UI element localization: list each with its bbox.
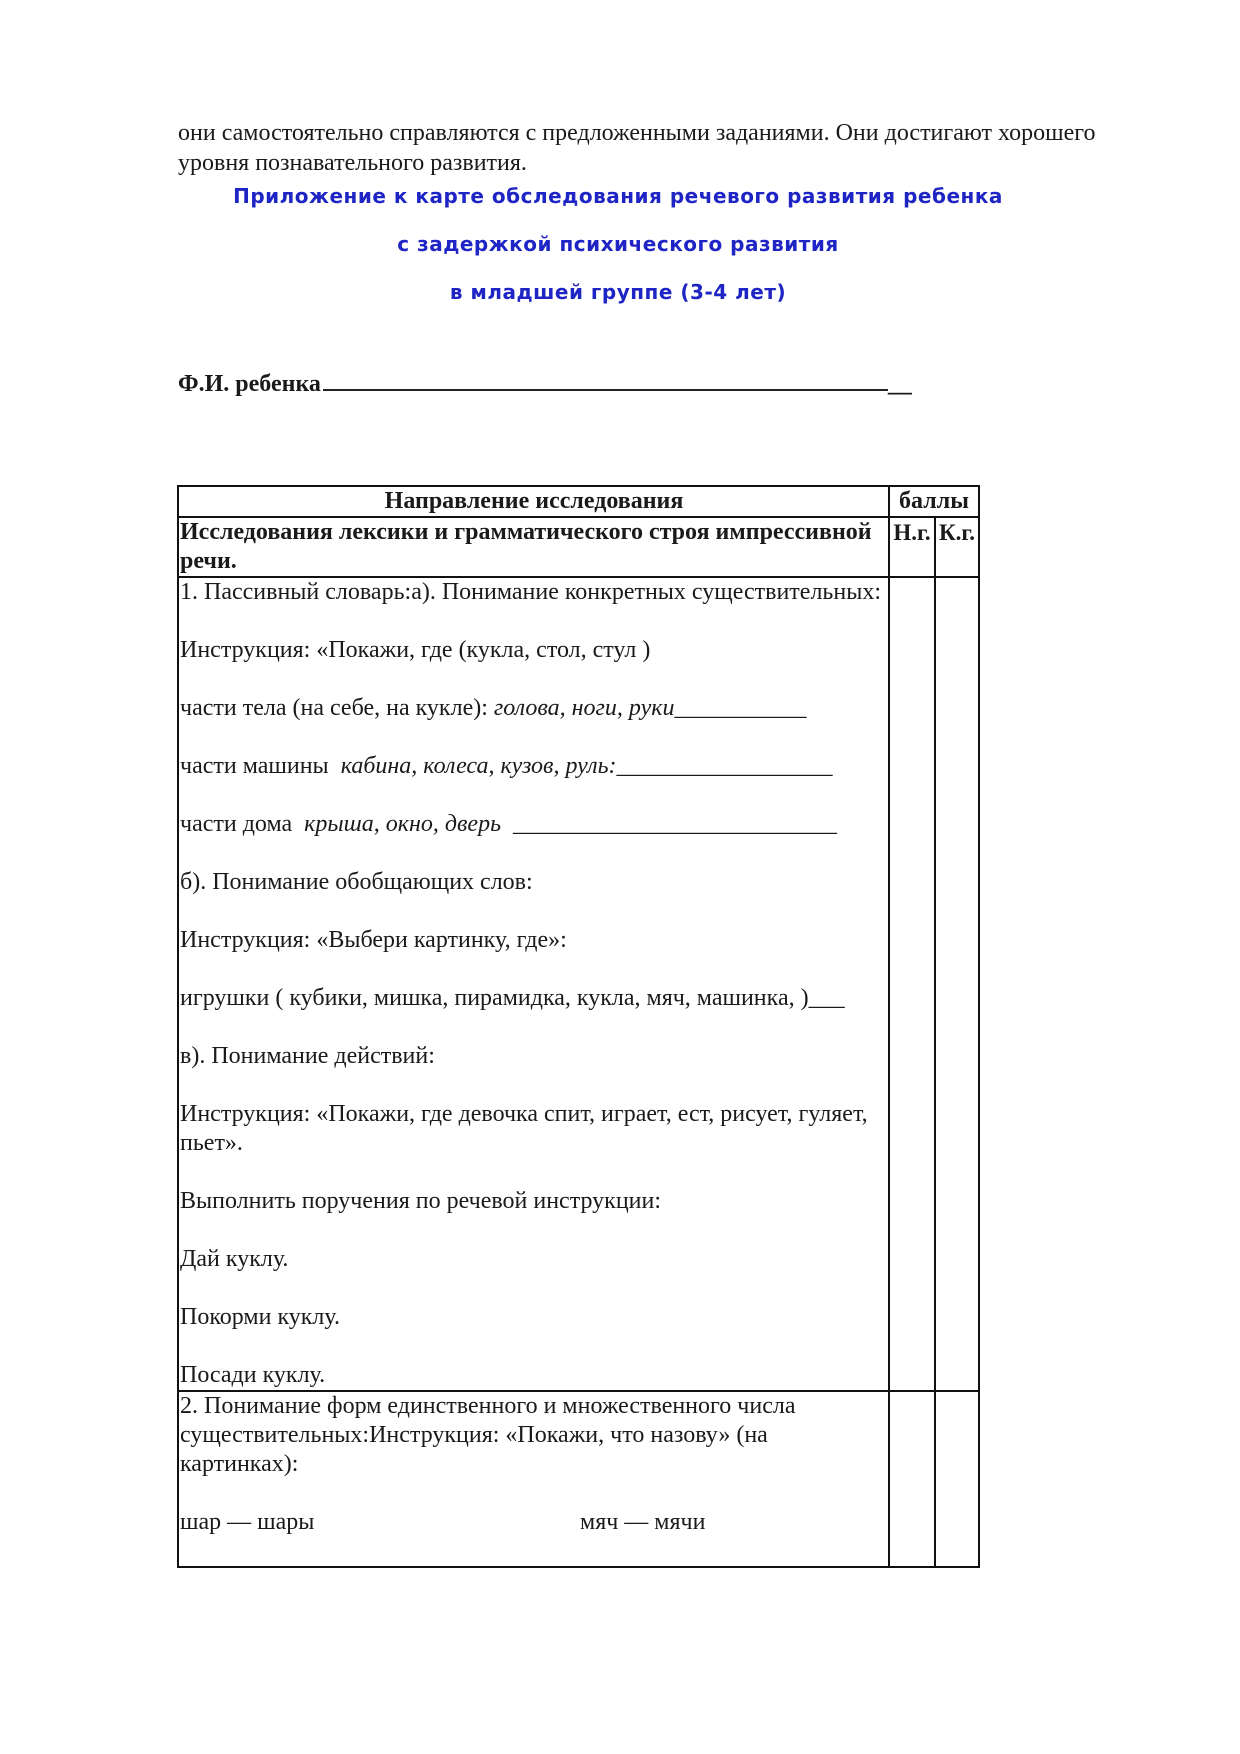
body-parts-blank: ___________ [674, 695, 807, 721]
score-cell-ng-2[interactable] [889, 1391, 935, 1567]
score-header-kg: К.г. [935, 517, 979, 577]
task-1b-toys: игрушки ( кубики, мишка, пирамидка, кукла, мяч, машинка, )___ [180, 985, 845, 1011]
house-parts-items: крыша, окно, дверь [304, 811, 502, 837]
pair-ball-2: мяч — мячи [580, 1509, 706, 1535]
task-1b-instruction: Инструкция: «Выбери картинку, где»: [180, 927, 567, 953]
pair-ball: шар — шары [180, 1509, 315, 1535]
child-name-label: Ф.И. ребенка [178, 371, 321, 397]
scores-column-header: баллы [889, 486, 979, 517]
appendix-title-line-3: в младшей группе (3-4 лет) [449, 280, 787, 304]
task-1b-title: б). Понимание обобщающих слов: [180, 869, 533, 895]
survey-table [177, 485, 980, 1568]
child-name-field [178, 367, 912, 398]
body-parts-items: голова, ноги, руки [493, 695, 675, 721]
order-give-doll: Дай куклу. [180, 1246, 289, 1272]
child-name-blank-line[interactable] [323, 367, 888, 391]
task-1c-title: в). Понимание действий: [180, 1043, 435, 1069]
direction-column-header: Направление исследования [178, 486, 889, 517]
car-parts-label: части машины [180, 753, 341, 779]
section-title-cell: Исследования лексики и грамматического строя импрессивной речи. [178, 517, 889, 577]
task-1-house-parts [180, 810, 888, 839]
appendix-title-line-1: Приложение к карте обследования речевого развития ребенка [233, 184, 1003, 208]
score-header-ng: Н.г. [889, 517, 935, 577]
car-parts-items: кабина, колеса, кузов, руль: [340, 753, 617, 779]
task-2-title: 2. Понимание форм единственного и множественного числа существительных:Инструкция: «Покажи, что назову» (на картинках): [180, 1393, 796, 1477]
appendix-title-line-2: с задержкой психического развития [397, 232, 839, 256]
house-parts-blank: ___________________________ [501, 811, 838, 837]
task-1c-instruction: Инструкция: «Покажи, где девочка спит, играет, ест, рисует, гуляет, пьет». [180, 1101, 868, 1156]
child-name-tail: __ [887, 371, 912, 397]
order-feed-doll: Покорми куклу. [180, 1304, 340, 1330]
score-cell-kg-1[interactable] [935, 577, 979, 1391]
car-parts-blank: __________________ [616, 753, 833, 779]
intro-paragraph: они самостоятельно справляются с предложенными заданиями. Они достигают хорошего уровня познавательного развития. [178, 120, 1096, 176]
task-1-instruction: Инструкция: «Покажи, где (кукла, стол, стул ) [180, 637, 651, 663]
task-1-car-parts [180, 752, 888, 781]
score-cell-kg-2[interactable] [935, 1391, 979, 1567]
score-cell-ng-1[interactable] [889, 577, 935, 1391]
task-block-1 [178, 577, 889, 1391]
body-parts-label: части тела (на себе, на кукле): [180, 695, 494, 721]
task-1-body-parts [180, 694, 888, 723]
task-1c-orders-title: Выполнить поручения по речевой инструкции: [180, 1188, 662, 1214]
order-seat-doll: Посади куклу. [180, 1362, 326, 1388]
task-1-title: 1. Пассивный словарь:а). Понимание конкретных существительных: [180, 579, 882, 605]
house-parts-label: части дома [180, 811, 305, 837]
task-block-2 [178, 1391, 889, 1567]
task-2-pairs [180, 1508, 888, 1537]
